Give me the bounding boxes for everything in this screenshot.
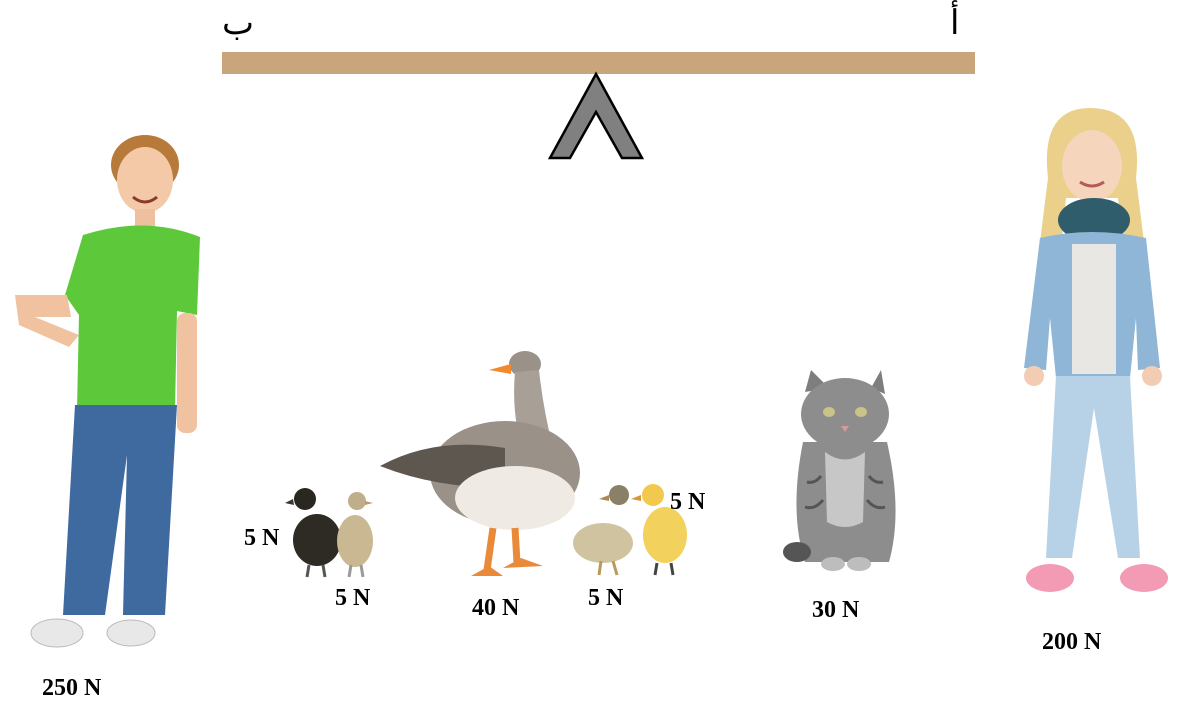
duckling-black-head: [294, 488, 316, 510]
girl-figure: [990, 108, 1200, 608]
duckling-black-body: [293, 514, 341, 566]
duckling-small-weight-label: 5 N: [335, 585, 371, 611]
beam-end-label-a: أ: [950, 3, 960, 43]
cat-figure: [785, 372, 915, 582]
boy-weight-label: 250 N: [42, 675, 102, 701]
duckling-yellow-weight-label: 5 N: [670, 489, 706, 515]
goose-figure: [375, 348, 585, 583]
seesaw-beam: [222, 52, 975, 74]
duckling-grey-weight-label: 5 N: [588, 585, 624, 611]
duckling-black-weight-label: 5 N: [244, 525, 280, 551]
boy-figure: [5, 125, 215, 665]
cat-weight-label: 30 N: [812, 597, 860, 623]
beam-end-label-b: ب: [222, 3, 255, 43]
duckling-figure: [285, 485, 375, 580]
seesaw-fulcrum: [550, 74, 642, 158]
goose-weight-label: 40 N: [472, 595, 520, 621]
girl-weight-label: 200 N: [1042, 629, 1102, 655]
